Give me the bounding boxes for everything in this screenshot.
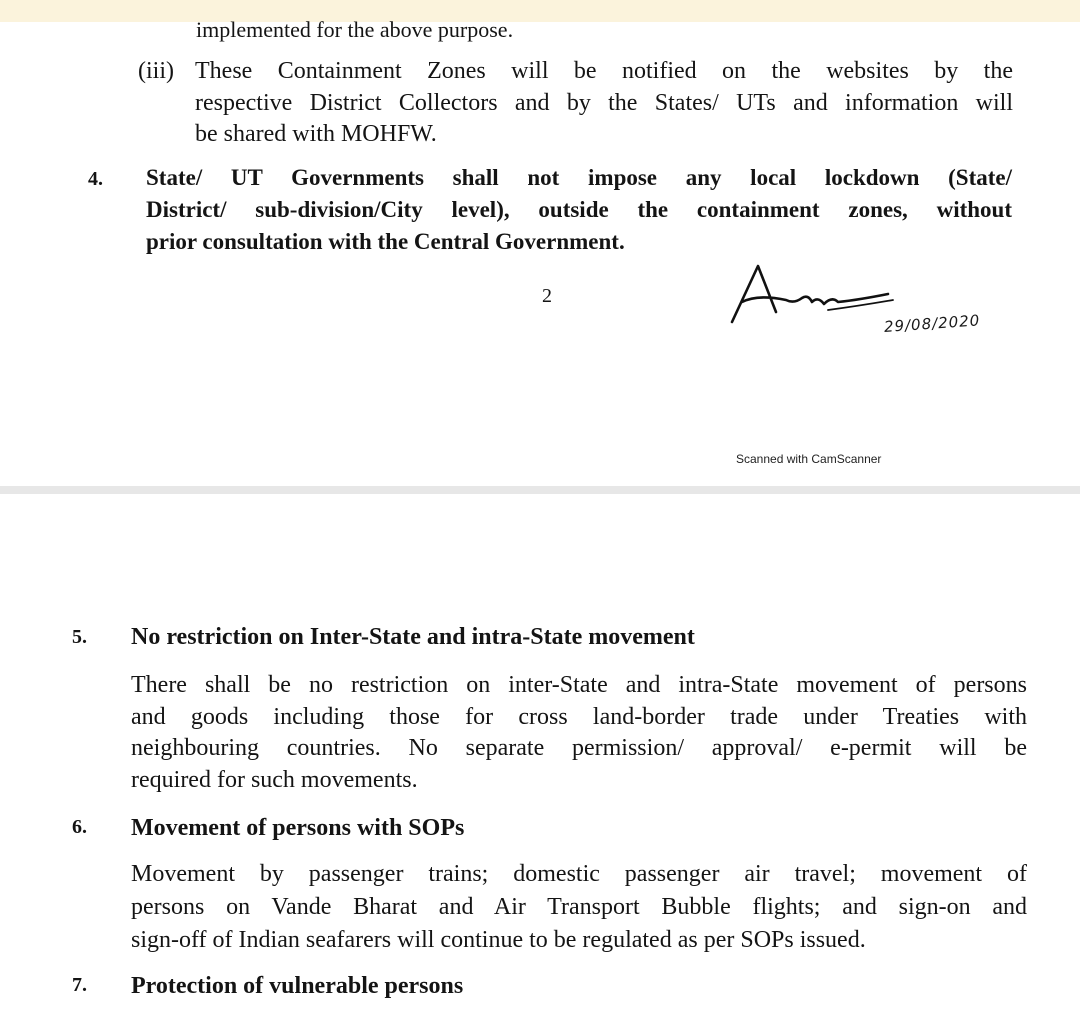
document-page-bottom [0,494,1080,1013]
item-iii-text [195,56,1013,151]
section-5-number: 5. [72,626,87,648]
section-6-line: sign-off of Indian seafarers will continue to be regulated as per SOPs issued. [131,927,866,953]
item-4-line: District/ sub-division/City level), outside the containment zones, without [146,197,1012,222]
item-4-number: 4. [88,168,103,190]
item-4-text [146,162,1012,258]
signature-mark [728,260,898,330]
page-number: 2 [542,285,552,307]
section-5-heading: No restriction on Inter-State and intra-State movement [131,624,695,650]
item-iii-line: These Containment Zones will be notified on the websites by the [195,58,1013,84]
section-5-line: and goods including those for cross land-border trade under Treaties with [131,703,1027,730]
section-6-heading: Movement of persons with SOPs [131,815,465,841]
section-7-heading: Protection of vulnerable persons [131,973,464,999]
carryover-line: implemented for the above purpose. [196,17,514,42]
section-7-number: 7. [72,974,87,996]
page-divider [0,486,1080,494]
section-5-body [131,670,1027,796]
document-page-top [0,17,1080,486]
section-5-line: required for such movements. [131,766,418,793]
section-5-line: There shall be no restriction on inter-State and intra-State movement of persons [131,672,1027,698]
signature-date: 29/08/2020 [883,311,981,336]
section-6-number: 6. [72,816,87,838]
section-6-body [131,858,1027,957]
viewer-top-bar [0,0,1080,23]
item-iii-line: be shared with MOHFW. [195,121,437,147]
scanner-watermark: Scanned with CamScanner [736,452,882,466]
item-4-line: State/ UT Governments shall not impose any local lockdown (State/ [146,165,1012,190]
item-4-line: prior consultation with the Central Government. [146,229,625,254]
item-iii-line: respective District Collectors and by the States/ UTs and information will [195,89,1013,116]
section-5-line: neighbouring countries. No separate permission/ approval/ e-permit will be [131,735,1027,761]
section-6-line: persons on Vande Bharat and Air Transport Bubble flights; and sign-on and [131,894,1027,920]
item-iii-label: (iii) [138,58,174,84]
section-6-line: Movement by passenger trains; domestic passenger air travel; movement of [131,861,1027,887]
